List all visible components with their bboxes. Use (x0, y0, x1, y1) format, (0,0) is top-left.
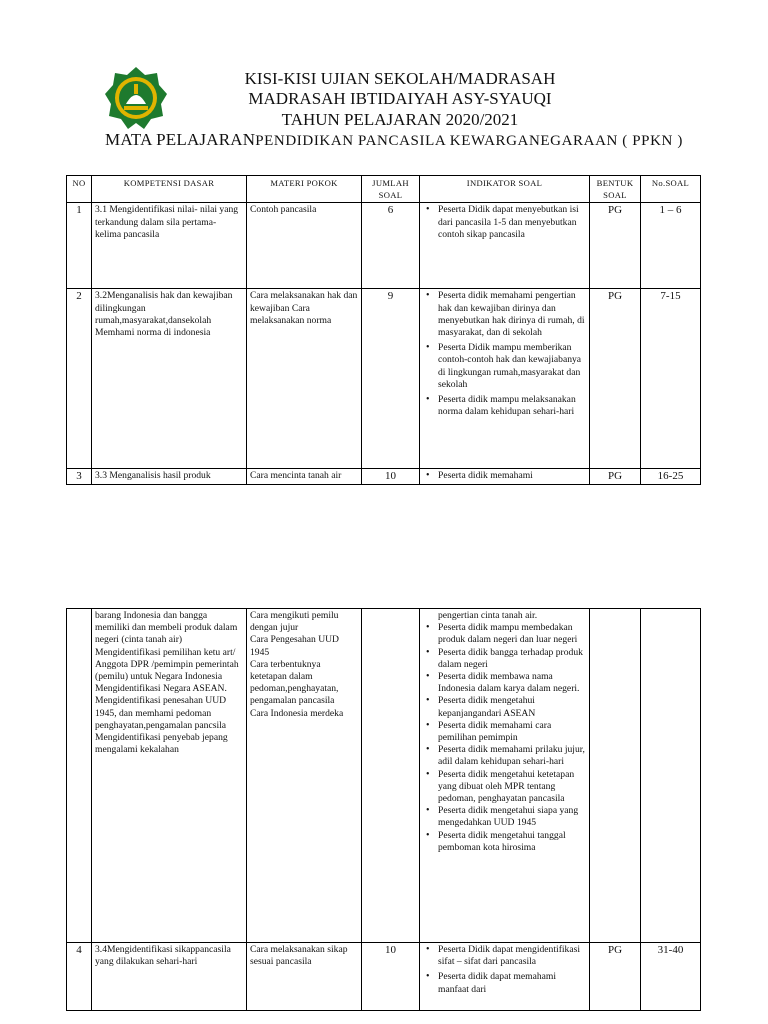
cell-bentuk: PG (590, 289, 641, 469)
list-item: • Peserta didik memahami pengertian hak dan kewajiban dirinya dan menyebutkan hak dirinya di rumah, di masyarakat, dan di sekolah (438, 290, 586, 339)
cell-jumlah (362, 609, 420, 943)
list-item: • Peserta didik mampu melaksanakan norma dalam kehidupan sehari-hari (438, 394, 586, 418)
col-header-kompetensi: KOMPETENSI DASAR (92, 176, 247, 203)
cell-no: 1 (67, 203, 92, 289)
subject-value: PENDIDIKAN PANCASILA KEWARGANEGARAAN ( PPKN ) (255, 133, 683, 149)
table-row (67, 469, 701, 485)
col-header-nosoal: No.SOAL (641, 176, 701, 203)
list-item: • Peserta didik mengetahui siapa yang mengedahkan UUD 1945 (438, 805, 586, 829)
table-row (67, 203, 701, 289)
kd-line: Mengidentifikasi pemilihan ketu art/ Anggota DPR /pemimpin pemerintah (pemilu) untuk Negara Indonesia (95, 646, 239, 683)
cell-kd: 3.3 Menganalisis hasil produk (92, 469, 247, 485)
document-title-line3: TAHUN PELAJARAN 2020/2021 (281, 110, 519, 129)
cell-jumlah: 10 (362, 943, 420, 1011)
list-item: • Peserta didik memahami prilaku jujur, adil dalam kehidupan sehari-hari (438, 744, 586, 768)
list-item: • Peserta didik mengetahui ketetapan yang dibuat oleh MPR tentang pedoman, penghayatan pancasila (438, 769, 586, 806)
kisi-kisi-table (66, 175, 701, 485)
document-title-line2: MADRASAH IBTIDAIYAH ASY-SYAUQI (248, 89, 552, 108)
materi-line: Cara mengikuti pemilu dengan jujur (250, 610, 339, 634)
cell-no (67, 609, 92, 943)
list-item: pengertian cinta tanah air. (438, 610, 538, 621)
cell-nosoal: 1 – 6 (641, 203, 701, 289)
cell-nosoal: 31-40 (641, 943, 701, 1011)
cell-jumlah: 10 (362, 469, 420, 485)
cell-bentuk: PG (590, 203, 641, 289)
list-item: • Peserta didik mengetahui kepanjangandari ASEAN (438, 695, 586, 719)
col-header-bentuk: BENTUK SOAL (590, 176, 641, 203)
col-header-materi: MATERI POKOK (247, 176, 362, 203)
list-item: • Peserta didik dapat memahami manfaat dari (438, 971, 586, 995)
cell-bentuk: PG (590, 469, 641, 485)
cell-jumlah: 9 (362, 289, 420, 469)
list-item: • Peserta Didik mampu memberikan contoh-contoh hak dan kewajiabanya di lingkungan rumah,masyarakat dan sekolah (438, 342, 586, 391)
cell-bentuk: PG (590, 943, 641, 1011)
cell-indikator (420, 609, 590, 943)
kisi-kisi-table-continued (66, 608, 701, 1011)
list-item: • Peserta Didik dapat mengidentifikasi sifat – sifat dari pancasila (438, 944, 586, 968)
cell-no: 4 (67, 943, 92, 1011)
table-row (67, 289, 701, 469)
cell-materi: Cara melaksanakan hak dan kewajiban Cara melaksanakan norma (247, 289, 362, 469)
cell-kd: 3.4Mengidentifikasi sikappancasila yang dilakukan sehari-hari (92, 943, 247, 1011)
cell-indikator (420, 469, 590, 485)
list-item: • Peserta didik mengetahui tanggal pemboman kota hirosima (438, 830, 586, 854)
cell-indikator (420, 943, 590, 1011)
cell-kd: 3.2Menganalisis hak dan kewajiban dilingkungan rumah,masyarakat,dansekolah Memhami norma di indonesia (92, 289, 247, 469)
cell-kd (92, 609, 247, 943)
cell-bentuk (590, 609, 641, 943)
cell-no: 2 (67, 289, 92, 469)
list-item: • Peserta didik memahami (438, 470, 586, 482)
materi-line: Cara terbentuknya ketetapan dalam pedoman,penghayatan, pengamalan pancasila (250, 658, 339, 707)
cell-kd: 3.1 Mengidentifikasi nilai- nilai yang terkandung dalam sila pertama- kelima pancasila (92, 203, 247, 289)
table-row (67, 609, 701, 943)
cell-indikator (420, 203, 590, 289)
list-item: • Peserta didik mampu membedakan produk dalam negeri dan luar negeri (438, 622, 586, 646)
cell-nosoal: 16-25 (641, 469, 701, 485)
cell-nosoal (641, 609, 701, 943)
cell-indikator (420, 289, 590, 469)
kd-line: Mengidentifikasi penyebab jepang mengalami kekalahan (95, 732, 228, 756)
materi-line: Cara Indonesia merdeka (250, 707, 344, 719)
document-title-line1: KISI-KISI UJIAN SEKOLAH/MADRASAH (244, 69, 556, 88)
materi-line: Cara Pengesahan UUD 1945 (250, 634, 339, 658)
kd-line: Mengidentifikasi penesahan UUD 1945, dan memhami pedoman penghayatan,pengamalan pancsila (95, 695, 227, 731)
kd-line: barang Indonesia dan bangga memiliki dan membeli produk dalam negeri (cinta tanah air) (95, 610, 238, 646)
table-row (67, 943, 701, 1011)
cell-materi (247, 609, 362, 943)
cell-materi: Cara melaksanakan sikap sesuai pancasila (247, 943, 362, 1011)
col-header-jumlah: JUMLAH SOAL (362, 176, 420, 203)
list-item: • Peserta didik bangga terhadap produk dalam negeri (438, 647, 586, 671)
list-item: • Peserta Didik dapat menyebutkan isi dari pancasila 1-5 dan menyebutkan contoh sikap pancasila (438, 204, 586, 241)
list-item: • Peserta didik membawa nama Indonesia dalam karya dalam negeri. (438, 671, 586, 695)
kd-line: Mengidentifikasi Negara ASEAN. (95, 683, 227, 695)
cell-no: 3 (67, 469, 92, 485)
col-header-no: NO (67, 176, 92, 203)
col-header-indikator: INDIKATOR SOAL (420, 176, 590, 203)
subject-line (105, 130, 683, 150)
table-header-row (67, 176, 701, 203)
cell-materi: Cara mencinta tanah air (247, 469, 362, 485)
list-item: • Peserta didik memahami cara pemilihan pemimpin (438, 720, 586, 744)
madrasah-emblem-icon (104, 66, 168, 130)
subject-label: MATA PELAJARAN (105, 130, 256, 149)
cell-materi: Contoh pancasila (247, 203, 362, 289)
cell-jumlah: 6 (362, 203, 420, 289)
cell-nosoal: 7-15 (641, 289, 701, 469)
